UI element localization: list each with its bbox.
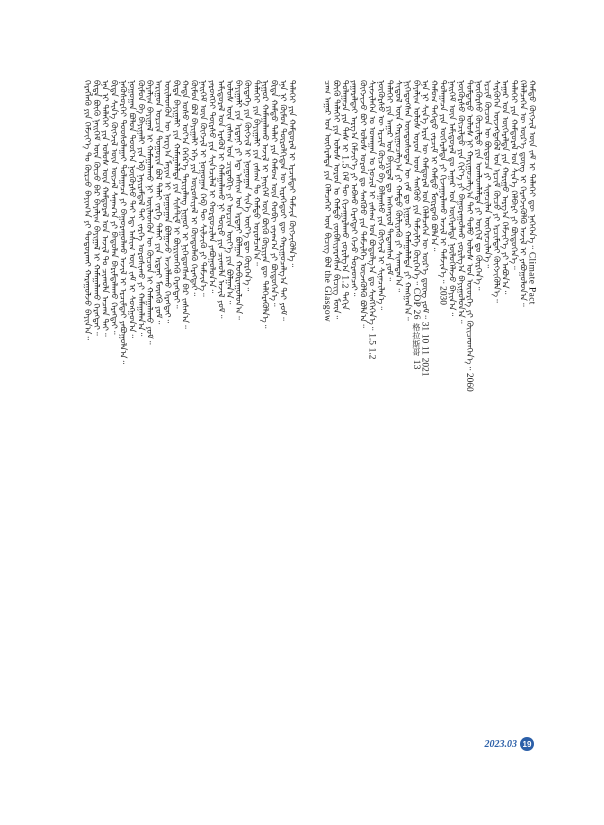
left-text-column <box>82 80 296 770</box>
text-line-content: ᠳᠤᠯᠠᠭᠠᠴᠠ ᠶᠢᠨ ᠳᠡᠰ ᠢ 1.5 ᠬᠡᠮ ᠲᠦ ᠬᠢᠵᠠᠭᠠᠷᠯᠠᠬᠤ ᠵᠣᠷᠢᠯᠭ᠎ᠠ 1.2 ᠳᠠᠬᠢᠨ <box>339 80 350 310</box>
text-line-content: ᠬᠥᠭᠵᠢᠵᠦ ᠪᠤᠢ ᠤᠯᠤᠰ ᠣᠷᠣᠨ ᠳᠤ ᠰᠠᠩᠬᠦᠦ ᠶᠢᠨ ᠳᠡᠮᠵᠢᠯᠭᠡ ᠦᠵᠡᠭᠦᠯᠬᠦ ᠪᠣᠯᠨ᠎ᠠ᠃ <box>357 80 368 328</box>
text-line-content: ᠪᠢᠳᠡ ᠪᠠᠶᠢᠭᠠᠯᠢ ᠶᠢᠨ ᠬᠠᠮᠠᠭᠠᠯᠠᠯᠲᠠ ᠶᠢᠨ ᠰᠢᠰᠲ᠋ᠧᠮ ᠢ ᠪᠦᠷᠢᠳᠬᠡᠬᠦ ᠬᠡᠷᠡᠭᠲᠡᠢ᠃ <box>170 80 181 309</box>
text-line-content: ᠬᠠᠮᠲᠤ ᠬᠥᠭᠵᠢᠯ ᠦᠨ ᠵᠠᠮ ᠢ ᠳᠡᠯᠡᠬᠡᠢ ᠳᠦ ᠨᠡᠭᠡᠭᠡᠨ᠎ᠡ᠃ <box>526 80 537 250</box>
text-line <box>366 80 375 770</box>
text-line-content: ᠬᠠᠳᠠ ᠤᠰᠤ ᠣᠶ᠎ᠠ ᠬᠡᠭᠡᠷ᠎ᠡ ᠲᠠᠷᠢᠶᠠᠯᠠᠩ ᠨᠢᠭᠤᠷ ᠢ ᠨᠢᠭᠡᠳᠦᠭᠰᠡᠨ ᠪᠡᠷ ᠵᠠᠰᠠᠨ᠎ᠠ᠃ <box>179 80 190 329</box>
inline-term: 11 <box>419 345 430 355</box>
text-line-content: ᠨᠥᠭᠦᠷᠰᠦ ᠬᠦᠴᠢᠯᠲᠦ ᠶᠢᠨ ᠤᠭᠯᠤᠭᠯᠠᠯᠲᠠ ᠶᠢ ᠣᠷᠭᠢᠯ ᠳᠤ ᠬᠦᠷᠭᠡᠨ᠎ᠡ᠃ <box>473 80 484 291</box>
page-number-badge: 19 <box>520 737 534 751</box>
text-line-content: ᠬᠦᠮᠦᠨ ᠪᠠ ᠪᠠᠶᠢᠭᠠᠯᠢ ᠶᠢᠨ ᠡᠪ ᠨᠠᠶᠢᠷᠠᠮᠳᠠᠯ ᠲᠠᠢ ᠵᠡᠷᠭᠡ ᠣᠷᠣᠰᠢᠬᠤ ᠶᠢ ᠬᠠᠮᠠᠭᠠᠯᠠᠨ᠎ᠠ᠃ <box>135 80 146 337</box>
inline-term: 2060 <box>464 372 475 392</box>
text-line-content: ᠠᠮᠢᠳᠤᠷᠠᠯ ᠤᠨ ᠡᠷᠡᠭᠦᠯ ᠢ ᠬᠠᠮᠠᠭᠠᠯᠠᠬᠤ ᠨᠢ ᠲᠥᠷᠦ ᠶᠢᠨ ᠴᠢᠬᠤᠯᠠ ᠠᠵᠢᠯ ᠶᠤᠮ᠃ <box>215 80 226 319</box>
text-line <box>171 80 180 770</box>
text-line <box>526 80 535 770</box>
text-line <box>420 80 429 770</box>
text-line <box>286 80 295 770</box>
text-line <box>331 80 340 770</box>
text-line-content: ᠦᠢᠯᠡᠳᠬᠦᠨ ᠦ ᠠᠷᠭ᠎ᠠ ᠮᠠᠶᠢᠭ ᠢ ᠨᠣᠭᠤᠭᠠᠨ ᠪᠤᠯᠭᠠᠵᠤ ᠠᠵᠢᠯᠯᠠᠬᠤ ᠬᠡᠷᠡᠭᠲᠡᠢ᠃ <box>161 80 172 324</box>
inline-term: 1.5 <box>366 333 377 345</box>
text-line-content: ᠡᠨᠡ ᠨᠢ ᠬᠦᠮᠦᠨ ᠲᠥᠷᠦᠯᠬᠢᠲᠡᠨ ᠦ ᠢᠷᠡᠭᠡᠳᠦᠢ ᠳᠦ ᠬᠠᠷᠢᠭᠤᠴᠠᠯᠭ᠎ᠠ ᠲᠠᠢ ᠶᠤᠮ᠃ <box>277 80 288 321</box>
text-line-content: ᠪᠠᠶᠢᠭᠠᠯᠢ ᠶᠢᠨ ᠡᠷᠳᠡᠨᠢ ᠶᠢ ᠡᠳ᠋ ᠠᠰᠢᠭ ᠤᠨ ᠡᠷᠳᠡᠨᠢ ᠪᠣᠯᠭᠠᠨ ᠬᠤᠪᠢᠷᠠᠭᠤᠯᠤᠨ᠎ᠠ᠃ <box>233 80 244 320</box>
text-line-content: ᠪᠠᠶᠠᠯᠢᠭ ᠤᠯᠤᠰ ᠣᠷᠣᠨ ᠤᠳ ᠰᠠᠩᠬᠦᠦ ᠶᠢᠨ ᠳᠡᠮᠵᠢᠯᠭᠡ ᠬᠦᠷᠭᠡᠨ᠎ᠡ᠃ <box>410 80 421 286</box>
text-line <box>482 80 491 770</box>
text-line <box>251 80 260 770</box>
text-line <box>393 80 402 770</box>
text-line <box>180 80 189 770</box>
text-line <box>491 80 500 770</box>
text-line <box>402 80 411 770</box>
text-line <box>509 80 518 770</box>
text-line-content: ᠳᠤᠯᠠᠭᠠᠴᠠ ᠶᠢᠨ ᠥᠭᠡᠷᠡᠯᠲᠡ ᠶᠢ ᠬᠢᠵᠠᠭᠠᠷᠯᠠᠬᠤ ᠠᠵᠢᠯ ᠢ ᠳᠡᠮᠵᠢᠨ᠎ᠡ᠃ <box>437 80 448 284</box>
text-line-content: ᠤᠯᠤᠰ ᠦᠨ ᠵᠠᠰᠠᠭ ᠤᠨ ᠴᠢᠳᠠᠪᠬᠢ ᠶᠢ ᠣᠷᠴᠢᠨ ᠦᠶ᠎ᠡ ᠶᠢᠨ ᠪᠣᠯᠭᠠᠨ᠎ᠠ᠃ <box>224 80 235 305</box>
text-line-content: ᠰᠢᠳᠦᠯ ᠦᠨ ᠬᠠᠷᠢᠭᠤᠴᠠᠯᠭ᠎ᠠ ᠶᠢ ᠬᠠᠮᠲᠤ ᠬᠦᠯᠢᠶᠡᠬᠦ ᠶᠢ ᠰᠢᠬᠠᠳᠠᠨ᠎ᠠ᠃ <box>393 80 404 293</box>
text-line-content: ᠶᠠᠭᠠᠷᠠᠯᠲᠠᠢ ᠠᠷᠭ᠎ᠠ ᠬᠡᠮᠵᠢᠶ᠎ᠡ ᠶᠢ ᠠᠪᠬᠤ ᠬᠡᠷᠡᠭᠲᠡᠢ ᠭᠡᠵᠦ ᠳᠤᠷᠠᠳᠴᠠᠢ᠃ <box>348 80 359 297</box>
text-line-content: ᠪᠢᠳᠡ ᠪᠦᠬᠦ ᠨᠡᠢᠭᠡᠮ ᠦᠨ ᠬᠦᠴᠦ ᠪᠡᠷ ᠪᠠᠶᠠᠯᠢᠭ ᠪᠠᠶᠢᠭᠠᠯ ᠢ ᠬᠠᠮᠠᠭᠠᠯᠠᠬᠤ ᠬᠡᠷᠡᠭᠲᠡᠢ᠃ <box>90 80 101 336</box>
text-line <box>375 80 384 770</box>
text-line-content: ᠳᠡᠯᠡᠬᠡᠢ ᠶᠢᠨ ᠪᠠᠶᠢᠭᠠᠯᠢ ᠶᠢᠨ ᠵᠠᠰᠠᠭ ᠲᠤ ᠬᠠᠮᠲᠤ ᠣᠷᠤᠯᠴᠠᠨ᠎ᠠ᠃ <box>250 80 261 266</box>
text-line <box>260 80 269 770</box>
text-line <box>233 80 242 770</box>
text-line-content: ᠨᠡᠭᠦᠰᠦᠷᠬᠡᠶ ᠲᠣᠣᠰᠣᠯᠠᠭᠠᠢ ᠳᠤᠯᠠᠭᠠᠴᠠ ᠶᠢ ᠪᠠᠭᠤᠷᠠᠭᠤᠯᠬᠤ ᠠᠵᠢᠯ ᠢ ᠡᠷᠴᠢᠮᠲᠡᠢ ᠶᠠᠪᠤᠭᠤᠯᠨ᠎ᠠ᠃ <box>117 80 128 365</box>
text-line-content: ᠠᠷᠢᠭᠤᠨ ᠣᠷᠴᠢᠨ ᠲᠣᠭᠣᠷᠢᠨ ᠪᠣᠯ ᠳᠠᠯᠠᠶ ᠵᠡᠷᠭᠡ ᠳᠠᠯᠠᠢ ᠶᠢᠨ ᠡᠷᠳᠡᠨᠢ ᠮᠥᠩᠭᠥ ᠶᠤᠮ᠃ <box>153 80 164 325</box>
text-line-content: ᠡᠨᠡ ᠨᠢ ᠳᠡᠯᠡᠬᠡᠢ ᠶᠢᠨ ᠤᠯᠤᠰ ᠦᠨ ᠬᠠᠮᠲᠤᠷᠠᠯ ᠤᠨ ᠠᠵᠢᠯ ᠲᠤ ᠴᠢᠬᠤᠯᠠ ᠠᠴᠬᠠ ᠲᠠᠢ᠃ <box>99 80 110 337</box>
text-line-content: ᠶᠡᠷᠦᠩᠬᠡᠢ ᠳᠦᠷᠰᠦ ᠶᠢᠨ ᠰᠢᠨ᠎ᠡᠴᠢᠯᠡᠯ ᠢ ᠬᠤᠷᠳᠤᠴᠢᠯᠠᠨ ᠶᠠᠪᠤᠭᠤᠯᠤᠨ᠎ᠠ᠃ <box>206 80 217 294</box>
text-line-content: ᠡᠨᠡ ᠨᠢ ᠰᠢᠨ᠎ᠡ ᠡᠷᠢᠨ ᠦ ᠬᠠᠮᠲᠤᠷᠠᠯ ᠤᠨ ᠬᠡᠯᠡᠯᠴᠡᠭᠡᠨ ᠦ ᠦᠷ᠎ᠡ ᠳ᠋ᠦᠩ ᠶᠤᠮ᠃ <box>419 80 430 319</box>
text-line-content: ᠪᠠᠶᠠᠯᠢᠭ ᠪᠠᠶᠢᠭᠠᠯ ᠢ ᠬᠠᠮᠠᠭᠠᠯᠠᠬᠤ ᠨᠢ ᠦᠢᠯᠡᠳᠬᠦᠨ ᠦ ᠬᠦᠴᠦᠨ ᠢ ᠬᠠᠮᠠᠭᠠᠯᠠᠬᠤ ᠶᠤᠮ᠃ <box>144 80 155 345</box>
text-line <box>242 80 251 770</box>
inline-term: 2021 <box>419 357 430 377</box>
text-line <box>135 80 144 770</box>
text-line-content: ᠰᠢᠨᠵᠢᠯᠡᠭᠡᠨ ᠤ ᠤᠬᠠᠭᠠᠨ ᠤ ᠨᠣᠴᠢᠯ ᠢ ᠵᠠᠰᠠᠭ ᠤᠨ ᠪᠣᠳᠤᠯᠭ᠎ᠠ ᠳᠤ ᠰᠢᠩᠭᠡᠭᠡᠨ᠎ᠡ᠃ <box>366 80 377 331</box>
right-text-column <box>322 80 536 770</box>
text-line-content: ᠨᠢᠭᠡᠳᠦᠭᠰᠡᠨ ᠦᠨᠳᠦᠰᠦᠲᠡᠨ ᠦ ᠵᠠᠮ ᠳᠤ ᠨᠢᠭᠤᠷ ᠬᠠᠮᠠᠭᠠᠯᠠᠯᠲᠠ ᠶᠢ ᠬᠠᠩᠭᠠᠨ᠎ᠠ᠃ <box>401 80 412 321</box>
text-line-content: ᠪᠦᠬᠦ ᠳᠡᠯᠡᠬᠡᠢ ᠶᠢᠨ ᠤᠯᠤᠰ ᠣᠷᠣᠨ ᠤ ᠬᠠᠮᠲᠤ ᠵᠥᠪᠰᠢᠶᠡᠷᠡᠭᠰᠡᠨ ᠪᠢᠴᠢᠭ ᠮᠥᠨ᠃ <box>330 80 341 320</box>
text-line-content: ᠰᠡᠷᠭᠦᠭᠡᠨ ᠦᠵᠡᠭᠳᠡᠭᠦᠯ ᠤᠨ ᠡᠷᠴᠢᠮ ᠬᠦᠴᠦ ᠶᠢ ᠡᠷᠴᠢᠮᠲᠡᠢ ᠬᠥᠭᠵᠢᠭᠦᠯᠨ᠎ᠡ᠃ <box>490 80 501 303</box>
text-line <box>455 80 464 770</box>
text-line <box>224 80 233 770</box>
text-line-content: ᠬᠦᠮᠦᠨ ᠪᠣᠯ ᠪᠠᠶᠢᠭᠠᠯᠢ ᠡᠬᠡ ᠶᠢᠨ ᠥᠷᠦᠰᠢᠶᠡᠯ ᠢ ᠬᠦᠨᠳᠦᠯᠡᠬᠦ ᠬᠡᠷᠡᠭᠲᠡᠢ᠃ <box>188 80 199 297</box>
page-footer <box>485 737 535 751</box>
text-line <box>144 80 153 770</box>
text-line <box>384 80 393 770</box>
text-line-content: ᠨᠢᠭᠤᠷ ᠬᠠᠮᠠᠭᠠᠯᠠᠬᠤ ᠠᠵᠢᠯ ᠢ ᠨᠡᠢᠭᠡᠮ ᠦᠨ ᠪᠦᠬᠦ ᠬᠦᠷᠢᠶᠡᠨ ᠳᠦ ᠳᠡᠯᠭᠡᠷᠡᠭᠦᠯᠨ᠎ᠡ᠃ <box>259 80 270 329</box>
text-line <box>126 80 135 770</box>
text-line-content: ᠳᠡᠯᠡᠬᠡᠢ ᠶᠢᠨ ᠬᠠᠮᠲᠤᠷᠠᠯ ᠢ ᠡᠷᠴᠢᠮᠲᠡᠢ ᠳᠡᠮᠵᠢᠨ ᠬᠥᠭᠵᠢᠭᠦᠯᠨ᠎ᠡ᠃ <box>286 80 297 268</box>
text-line <box>91 80 100 770</box>
text-line-content: ᠨᠡᠢᠭᠡᠮ ᠦᠨ ᠬᠥᠭᠵᠢᠯ ᠢ ᠨᠣᠭᠤᠭᠠᠨ ᠬᠡᠪ ᠲᠦ ᠰᠢᠯᠵᠢᠬᠦ ᠶᠢ ᠳᠡᠮᠵᠢᠨ᠎ᠡ᠃ <box>197 80 208 297</box>
text-line-content: ᠳᠡᠯᠡᠬᠡᠢ ᠶᠢᠨ ᠠᠭᠠᠷ ᠤᠨ ᠪᠠᠶᠢᠳᠠᠯ ᠳᠤ ᠠᠩᠬᠠᠷᠤᠯ ᠲᠠᠲᠠᠭᠰᠠᠨ ᠶᠤᠮ᠃ <box>384 80 395 282</box>
text-line-content: ᠠᠭᠠᠷ ᠤᠨ ᠥᠭᠡᠷᠡᠯᠲᠡ ᠶᠢᠨ ᠬᠠᠷᠢᠭᠤ ᠠᠷᠭ᠎ᠠ ᠬᠡᠮᠵᠢᠶ᠎ᠡ ᠶᠢ ᠠᠪᠤᠨ᠎ᠠ᠃ <box>499 80 510 295</box>
text-line-content: ᠨᠡᠢᠭᠡᠮ ᠦᠨ ᠠᠮᠢᠳᠤᠷᠠᠯ ᠳᠤ ᠠᠭᠠᠷ ᠤᠨ ᠥᠭᠡᠷᠡᠯᠲᠡ ᠨᠥᠯᠦᠭᠡᠯᠡᠵᠦ ᠪᠠᠶᠢᠨ᠎ᠠ᠃ <box>446 80 457 317</box>
inline-term: 13 <box>410 359 421 370</box>
issue-label: 2023.03 <box>484 738 517 750</box>
inline-term: 格拉斯哥 <box>411 322 421 357</box>
text-line <box>82 80 91 770</box>
inline-term: 1.2 <box>366 347 377 360</box>
text-line-content: ᠴᠠᠭ ᠠᠭᠠᠷ ᠤᠨ ᠥᠭᠡᠷᠡᠯᠲᠡ ᠶᠢᠨ ᠬᠡᠯᠡᠴᠡᠭᠡᠷ ᠦᠨ ᠪᠢᠴᠢᠭ ᠪᠣᠯ <box>321 80 332 268</box>
inline-term: Climate Pact <box>526 251 537 305</box>
text-line-content: ᠡᠷᠴᠢᠮ ᠬᠦᠴᠦᠨ ᠦ ᠪᠦᠲᠦᠴᠡ ᠶᠢ ᠰᠢᠨᠡᠴᠢᠯᠡᠨ ᠥᠭᠡᠷᠡᠴᠢᠯᠡᠨ᠎ᠡ᠃ <box>481 80 492 268</box>
text-line <box>340 80 349 770</box>
inline-term: 31 <box>419 321 430 332</box>
text-line <box>500 80 509 770</box>
text-line <box>322 80 331 770</box>
text-line-content: ᠬᠡᠯᠡᠯᠴᠡᠭᠡᠨ ᠦ ᠦᠷ᠎ᠡ ᠳ᠋ᠦᠩ ᠢ ᠬᠡᠷᠡᠭᠵᠢᠭᠦᠯᠬᠦ ᠠᠵᠢᠯ ᠢ ᠶᠠᠪᠤᠭᠤᠯᠤᠨ᠎ᠠ᠃ <box>517 80 528 307</box>
inline-term: 10 <box>419 333 430 344</box>
text-line <box>473 80 482 770</box>
text-line-content: ᠪᠢᠳᠡ ᠬᠠᠮᠲᠤ ᠳᠠᠯᠠᠶ ᠶᠢᠨ ᠬᠠᠮᠤᠭ ᠦᠨ ᠬᠣᠪᠢ ᠵᠠᠶᠠᠭ᠎ᠠ ᠶᠢ ᠪᠦᠲᠦᠭᠡᠨ᠎ᠡ᠃ <box>268 80 279 307</box>
text-line-content: ᠨᠣᠭᠤᠭᠠᠨ ᠪᠣᠯᠤᠨ ᠳᠣᠣᠷ᠎ᠠ ᠨᠦᠭᠦᠷᠰᠦ ᠲᠠᠢ ᠡᠳ᠋ ᠠᠰᠢᠭ ᠦᠨ ᠵᠠᠮ ᠢ ᠰᠣᠩᠭᠣᠨ᠎ᠠ᠃ <box>126 80 137 339</box>
inline-term: 2030 <box>437 286 448 305</box>
text-line-content: ᠨᠦᠭᠦᠷᠰᠦ ᠦ ᠡᠷᠴᠢᠮ ᠬᠦᠴᠦ ᠪᠠ ᠪᠠᠯᠭᠠᠰᠤ ᠶᠢᠨ ᠬᠥᠭᠵᠢᠯ ᠢ ᠰᠢᠨᠡᠴᠢᠯᠡᠨ᠎ᠡ᠃ <box>375 80 386 310</box>
text-line <box>269 80 278 770</box>
text-line-content: ᠬᠡᠷᠡᠭᠯᠡᠬᠦ ᠶᠢᠨ ᠬᠡᠮᠵᠢᠶ᠎ᠡ ᠲᠤ ᠬᠦᠷᠴᠦ ᠪᠠᠶᠢᠭ᠎ᠠ ᠶᠢ ᠲᠣᠳᠣᠷᠬᠠᠢ ᠬᠠᠷᠠᠭᠤᠯᠵᠤ ᠪᠠᠶᠢᠨ᠎ᠠ᠃ <box>81 80 92 341</box>
text-line-content: ᠬᠥᠳᠡᠭᠡ ᠶᠢᠨ ᠬᠥᠭᠵᠢᠯ ᠢ ᠨᠣᠭᠤᠭᠠᠨ ᠰᠢᠨ᠎ᠡ ᠦᠶ᠎ᠡ ᠳᠦ ᠬᠦᠷᠭᠡᠨ᠎ᠡ᠃ <box>241 80 252 292</box>
text-line <box>162 80 171 770</box>
text-line <box>215 80 224 770</box>
text-line <box>464 80 473 770</box>
text-line-content: ᠨᠥᠭᠦᠷᠰᠦ ᠬᠦᠴᠢᠯᠲᠦ ᠶᠢᠨ ᠬᠢᠶ᠎ᠡ ᠶᠢ ᠪᠠᠭᠤᠷᠠᠭᠤᠯᠬᠤ ᠵᠣᠷᠢᠯᠭ᠎ᠠ ᠪᠠᠶᠢᠭᠤᠯᠤᠨ᠎ᠠ᠃ <box>455 80 466 324</box>
text-line-content: ᠬᠠᠮᠤᠭ ᠳᠡᠭᠡᠳᠦ ᠵᠠᠷᠴᠢᠮ ᠢ ᠬᠠᠮᠲᠤ ᠮᠥᠷᠳᠡᠬᠦ ᠪᠣᠯᠨ᠎ᠠ᠃ <box>428 80 439 252</box>
text-line-content: ᠪᠢᠳᠡ ᠰᠢᠨ᠎ᠡ ᠬᠦᠭᠵᠢᠯ ᠦᠨ ᠦᠵᠡᠯ ᠰᠠᠨᠠᠭ᠎ᠠ ᠶᠢ ᠪᠠᠲᠤᠯᠠᠨ ᠪᠠᠷᠢᠮᠲᠠᠯᠠᠬᠤ ᠬᠡᠷᠡᠭᠲᠡᠢ᠃ <box>108 80 119 335</box>
text-line <box>153 80 162 770</box>
inline-term: COP 26 <box>410 287 421 320</box>
text-line-content: ᠳᠡᠯᠡᠬᠡᠢ ᠶᠢᠨ ᠬᠠᠮᠲᠤᠷᠠᠯ ᠤᠨ ᠰᠢᠨ᠎ᠡ ᠬᠡᠯᠪᠡᠷᠢ ᠶᠢ ᠪᠦᠲᠦᠭᠡᠨ᠎ᠡ᠃ <box>508 80 519 270</box>
text-line <box>411 80 420 770</box>
inline-term: the Glasgow <box>321 270 332 323</box>
text-line <box>100 80 109 770</box>
text-line-content: ᠳᠤᠮᠳᠠᠳᠤ ᠤᠯᠤᠰ ᠨᠢ ᠬᠠᠷᠢᠭᠤᠴᠠᠯᠭ᠎ᠠ ᠲᠠᠢ ᠲᠣᠮᠣ ᠤᠯᠤᠰ ᠤᠨ ᠦᠦᠷᠭᠡ ᠶᠢ ᠭᠦᠢᠴᠡᠳᠬᠡᠨ᠎ᠡ᠃ <box>464 80 475 371</box>
